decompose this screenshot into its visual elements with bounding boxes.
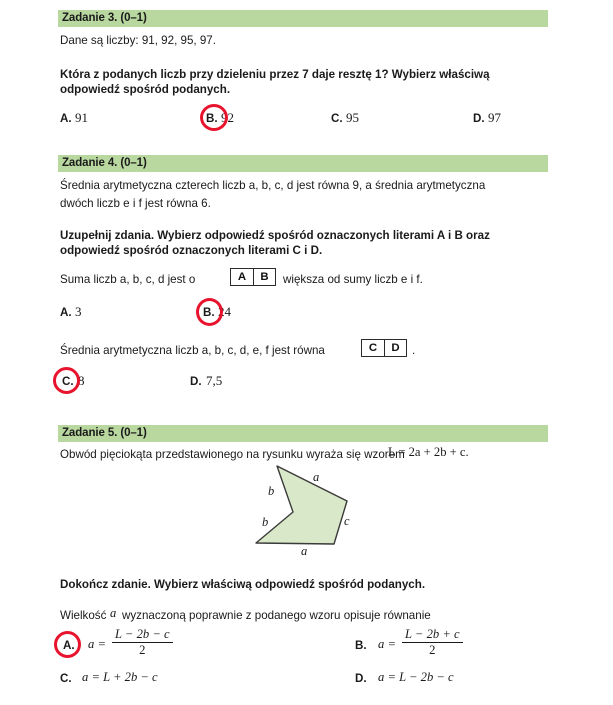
task-5-option-b-fraction[interactable] <box>402 628 463 657</box>
task-3-option-b-letter[interactable]: B. <box>206 112 218 125</box>
task-3-option-d-value[interactable]: 97 <box>488 110 501 125</box>
figure-label-b-lower: b <box>262 515 269 529</box>
task-3-header-label: Zadanie 3. (0–1) <box>62 12 147 24</box>
task-5-intro-formula: L = 2a + 2b + c. <box>388 445 469 459</box>
task-5-option-d-expression[interactable]: a = L − 2b − c <box>378 670 454 684</box>
task-4-option-d-value[interactable]: 7,5 <box>206 373 223 388</box>
task-3-prompt-line-2: odpowiedź spośród podanych. <box>60 83 231 96</box>
task-4-answer-box-cd[interactable] <box>361 339 407 357</box>
task-4-prompt-line-2: odpowiedź spośród oznaczonych literami C i D. <box>60 244 323 257</box>
task-5-option-a-lead: a = <box>88 637 106 651</box>
task-4-sentence-1-suffix: większa od sumy liczb e i f. <box>283 273 423 286</box>
task-4-option-c-value[interactable]: 8 <box>78 373 85 388</box>
task-4-given-line-2: dwóch liczb e i f jest równa 6. <box>60 197 211 210</box>
task-3-option-a-value[interactable]: 91 <box>75 110 88 125</box>
task-4-header-label: Zadanie 4. (0–1) <box>62 157 147 169</box>
task-3-option-c-letter[interactable]: C. <box>331 112 343 125</box>
task-4-option-b-letter[interactable]: B. <box>203 306 215 319</box>
task-3-prompt-line-1: Która z podanych liczb przy dzieleniu przez 7 daje resztę 1? Wybierz właściwą <box>60 68 490 81</box>
pentagon-shape <box>256 466 347 544</box>
task-5-option-b-lead: a = <box>378 637 396 651</box>
task-4-option-a-letter[interactable]: A. <box>60 306 72 319</box>
task-4-sentence-1-prefix: Suma liczb a, b, c, d jest o <box>60 273 196 286</box>
task-5-header-label: Zadanie 5. (0–1) <box>62 427 147 439</box>
figure-label-b-upper: b <box>268 484 275 498</box>
task-5-question-variable: a <box>110 606 117 620</box>
task-5-option-c-expression[interactable]: a = L + 2b − c <box>82 670 158 684</box>
task-4-option-a-value[interactable]: 3 <box>75 304 82 319</box>
task-5-question-suffix: wyznaczoną poprawnie z podanego wzoru opisuje równanie <box>122 609 431 622</box>
figure-label-c-right: c <box>344 514 350 528</box>
task-3-option-c-value[interactable]: 95 <box>346 110 359 125</box>
task-5-option-a-numerator: L − 2b − c <box>112 628 173 643</box>
task-3-given-numbers: Dane są liczby: 91, 92, 95, 97. <box>60 34 216 47</box>
task-5-option-d-letter[interactable]: D. <box>355 672 367 685</box>
figure-label-a-top: a <box>313 470 320 484</box>
task-4-sentence-2-prefix: Średnia arytmetyczna liczb a, b, c, d, e, f jest równa <box>60 344 325 357</box>
task-4-prompt-line-1: Uzupełnij zdania. Wybierz odpowiedź spośród oznaczonych literami A i B oraz <box>60 229 490 242</box>
task-4-answer-box-ab[interactable] <box>230 268 276 286</box>
task-4-option-b-value[interactable]: 24 <box>218 304 231 319</box>
task-5-option-b-denominator: 2 <box>429 643 436 658</box>
task-3-option-d-letter[interactable]: D. <box>473 112 485 125</box>
task-5-option-a-fraction[interactable] <box>112 628 173 657</box>
task-4-answer-box-cell-b[interactable]: B <box>253 269 275 285</box>
task-4-answer-box-cell-c[interactable]: C <box>368 342 378 354</box>
task-4-answer-box-cell-a[interactable]: A <box>237 271 247 283</box>
task-3-option-a-letter[interactable]: A. <box>60 112 72 125</box>
task-4-given-line-1: Średnia arytmetyczna czterech liczb a, b, c, d jest równa 9, a średnia arytmetyczna <box>60 179 486 192</box>
task-5-option-c-letter[interactable]: C. <box>60 672 72 685</box>
task-5-option-b-numerator: L − 2b + c <box>402 628 463 643</box>
task-5-question-prefix: Wielkość <box>60 609 107 622</box>
task-5-prompt: Dokończ zdanie. Wybierz właściwą odpowiedź spośród podanych. <box>60 578 426 591</box>
task-5-option-a-denominator: 2 <box>139 643 146 658</box>
task-5-option-b-letter[interactable]: B. <box>355 639 367 652</box>
task-4-header-bar <box>58 155 548 172</box>
task-4-answer-box-cell-d[interactable]: D <box>384 340 406 356</box>
task-3-header-bar <box>58 10 548 27</box>
task-5-header-bar <box>58 425 548 442</box>
task-3-option-b-value[interactable]: 92 <box>221 110 234 125</box>
task-5-intro-text: Obwód pięciokąta przedstawionego na rysunku wyraża się wzorem <box>60 448 405 461</box>
task-4-sentence-2-suffix: . <box>412 344 416 357</box>
figure-label-a-bottom: a <box>301 544 308 558</box>
task-4-option-c-letter[interactable]: C. <box>62 375 74 388</box>
task-5-option-a-letter[interactable]: A. <box>63 639 75 652</box>
task-4-option-d-letter[interactable]: D. <box>190 375 202 388</box>
